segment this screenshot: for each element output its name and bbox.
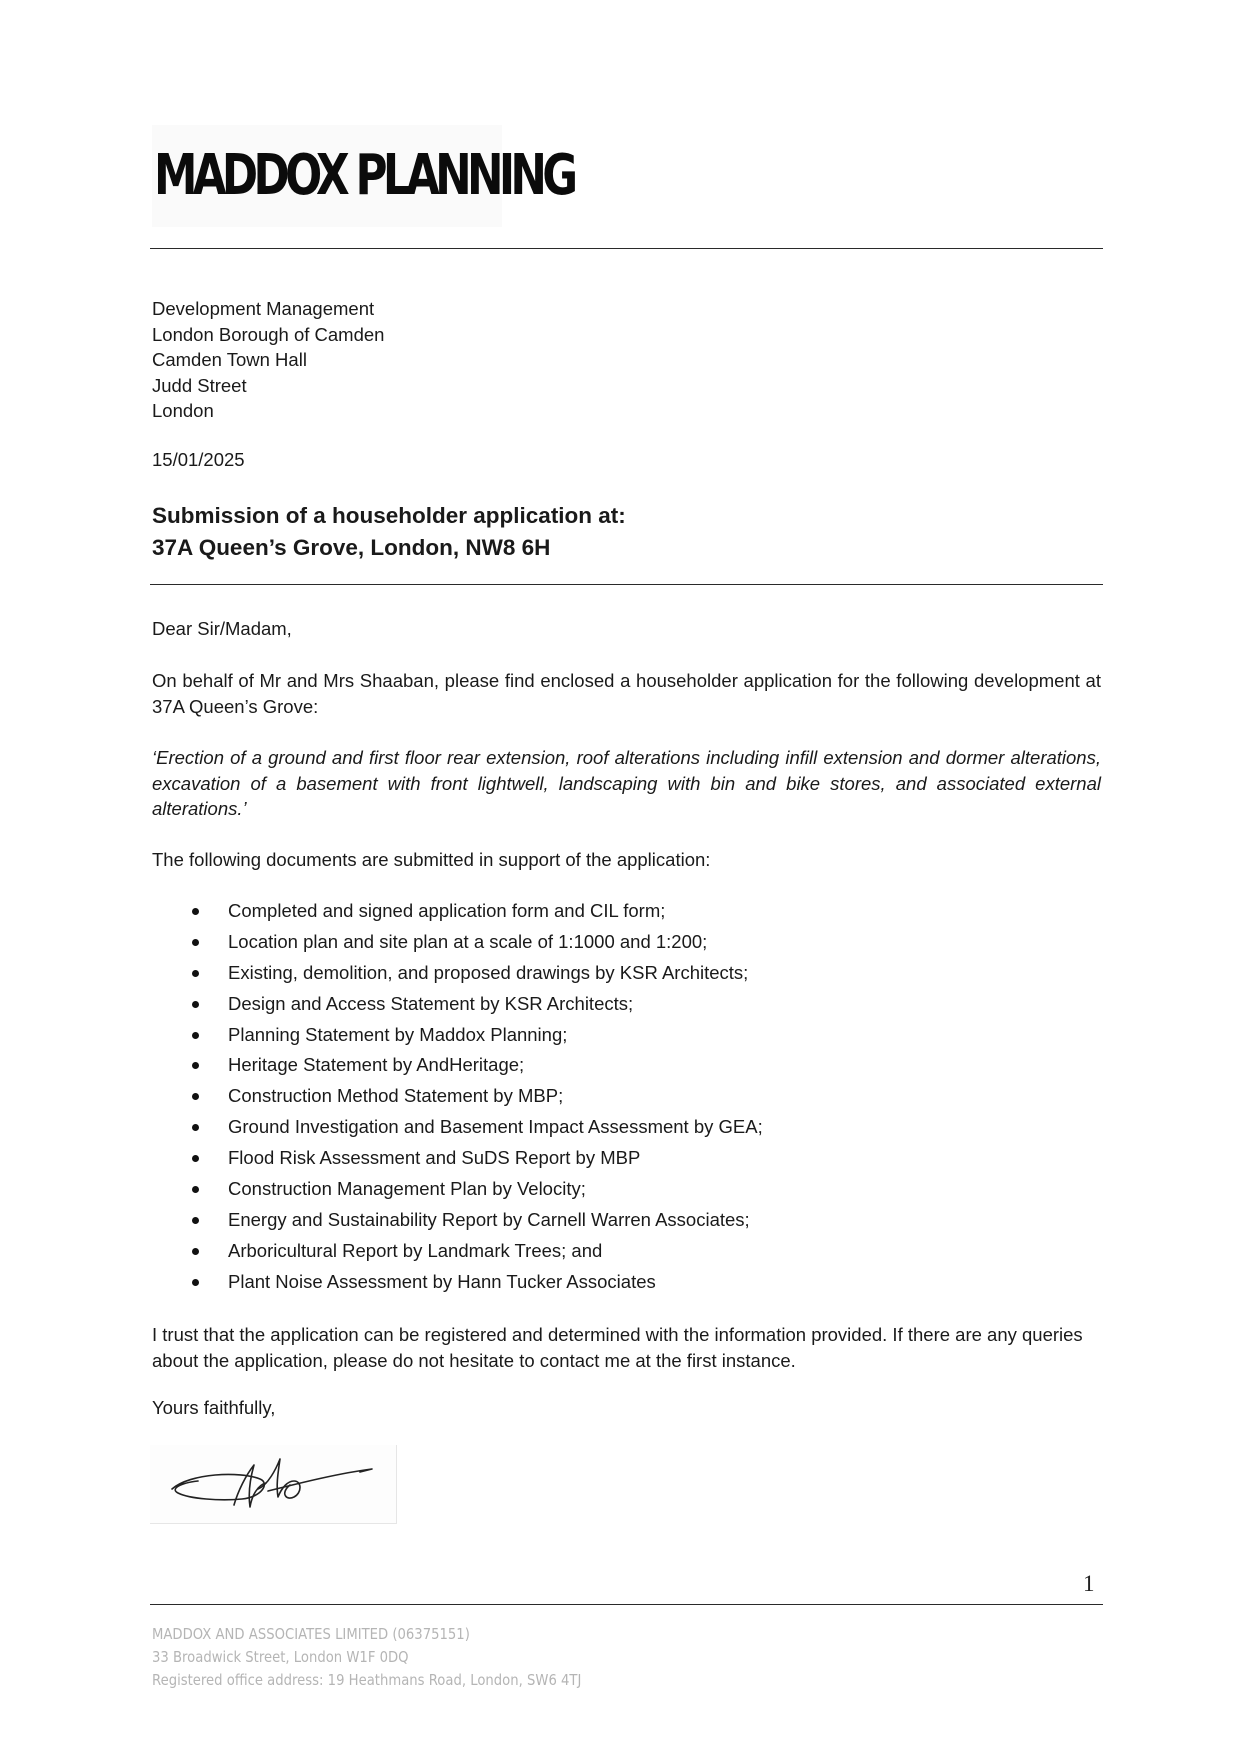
bullet-icon [192,1217,199,1224]
logo-text: MADDOX PLANNING [154,143,574,208]
recipient-address [152,296,384,424]
salutation: Dear Sir/Madam, [152,618,292,639]
bullet-icon [192,1062,199,1069]
heading-line-2: 37A Queen’s Grove, London, NW8 6H [152,535,551,560]
documents-intro: The following documents are submitted in support of the application: [152,849,711,870]
letter-date: 15/01/2025 [152,449,245,470]
footer-registered-office: Registered office address: 19 Heathmans Road, London, SW6 4TJ [152,1671,582,1689]
bullet-icon [192,1001,199,1008]
address-line: Development Management [152,298,375,319]
documents-list [188,898,763,1300]
address-line: Judd Street [152,374,247,396]
company-logo [152,125,574,227]
proposal-description: ‘Erection of a ground and first floor rear extension, roof alterations including infill extension and dormer alterations, excavation of a basement with front lightwell, landscaping with bin and bike stores, and associated external alterations.’ [152,747,1101,820]
list-item: Heritage Statement by AndHeritage; [188,1052,763,1083]
intro-paragraph: On behalf of Mr and Mrs Shaaban, please find enclosed a householder application for the following development at 37A Queen’s Grove: [152,670,1101,717]
list-item: Ground Investigation and Basement Impact Assessment by GEA; [188,1114,763,1145]
bullet-icon [192,1248,199,1255]
bullet-icon [192,1279,199,1286]
address-line: Camden Town Hall [152,349,307,371]
signature-image [150,1445,397,1524]
heading-divider [150,584,1103,585]
signature-icon [150,1445,396,1523]
list-item: Energy and Sustainability Report by Carnell Warren Associates; [188,1207,763,1238]
list-item: Flood Risk Assessment and SuDS Report by MBP [188,1145,763,1176]
bullet-icon [192,1032,199,1039]
list-item: Arboricultural Report by Landmark Trees; and [188,1238,763,1269]
bullet-icon [192,1124,199,1131]
bullet-icon [192,939,199,946]
heading-line-1: Submission of a householder application at: [152,503,626,528]
bullet-icon [192,1155,199,1162]
footer-address: 33 Broadwick Street, London W1F 0DQ [152,1648,409,1666]
bullet-icon [192,1186,199,1193]
list-item: Design and Access Statement by KSR Architects; [188,991,763,1022]
list-item: Existing, demolition, and proposed drawings by KSR Architects; [188,960,763,991]
address-line: London [152,400,214,422]
letter-heading [152,500,626,564]
address-line: London Borough of Camden [152,323,385,345]
header-divider [150,248,1103,249]
page-number: 1 [1083,1571,1095,1596]
list-item: Completed and signed application form and CIL form; [188,898,763,929]
footer-company: MADDOX AND ASSOCIATES LIMITED (06375151) [152,1625,470,1643]
closing-paragraph: I trust that the application can be registered and determined with the information provided. If there are any queries about the application, please do not hesitate to contact me at the first instance. [152,1324,1083,1371]
list-item: Plant Noise Assessment by Hann Tucker Associates [188,1269,763,1300]
bullet-icon [192,970,199,977]
signoff: Yours faithfully, [152,1397,276,1418]
list-item: Planning Statement by Maddox Planning; [188,1022,763,1053]
bullet-icon [192,1093,199,1100]
footer [152,1623,581,1692]
list-item: Location plan and site plan at a scale of 1:1000 and 1:200; [188,929,763,960]
bullet-icon [192,908,199,915]
list-item: Construction Management Plan by Velocity; [188,1176,763,1207]
list-item: Construction Method Statement by MBP; [188,1083,763,1114]
footer-divider [150,1604,1103,1605]
